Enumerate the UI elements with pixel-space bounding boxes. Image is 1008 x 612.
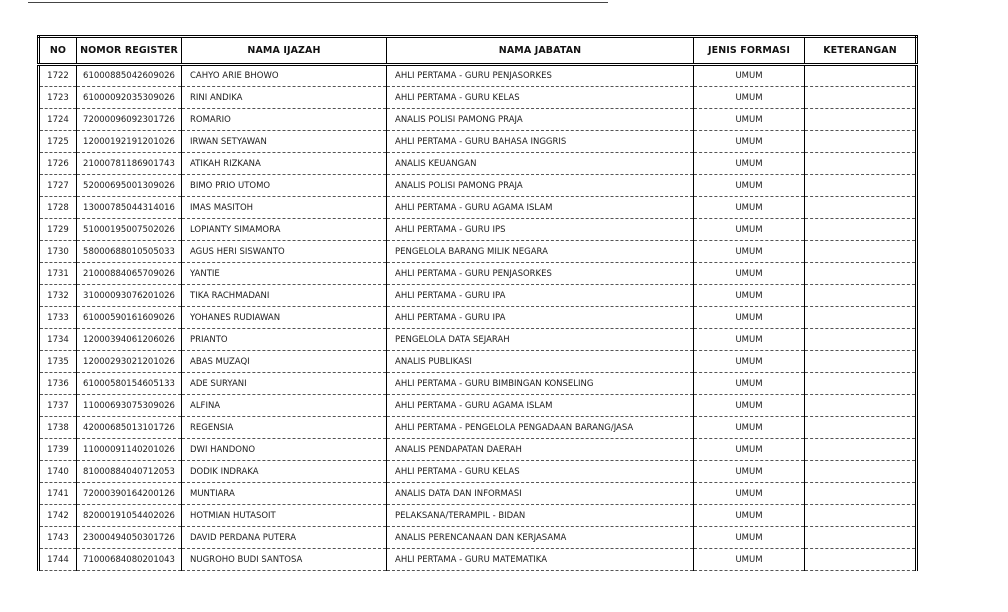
cell-keterangan	[805, 373, 917, 395]
cell-keterangan	[805, 87, 917, 109]
table-row	[39, 175, 917, 197]
cell-no: 1729	[39, 219, 77, 241]
cell-keterangan	[805, 549, 917, 571]
table-row	[39, 373, 917, 395]
header-jenis-formasi: JENIS FORMASI	[694, 37, 805, 65]
cell-keterangan	[805, 241, 917, 263]
cell-nama_ijazah: MUNTIARA	[182, 483, 387, 505]
cell-no: 1728	[39, 197, 77, 219]
cell-no: 1731	[39, 263, 77, 285]
cell-nomor_register: 11000091140201026	[77, 439, 182, 461]
table-row	[39, 109, 917, 131]
table-row	[39, 241, 917, 263]
table-row	[39, 483, 917, 505]
cell-nama_ijazah: DAVID PERDANA PUTERA	[182, 527, 387, 549]
cell-jenis_formasi: UMUM	[694, 351, 805, 373]
cell-no: 1738	[39, 417, 77, 439]
cell-nomor_register: 52000695001309026	[77, 175, 182, 197]
cell-no: 1742	[39, 505, 77, 527]
cell-nama_jabatan: AHLI PERTAMA - GURU PENJASORKES	[387, 65, 694, 87]
cell-jenis_formasi: UMUM	[694, 329, 805, 351]
cell-nama_jabatan: AHLI PERTAMA - GURU BIMBINGAN KONSELING	[387, 373, 694, 395]
cell-nama_jabatan: ANALIS PENDAPATAN DAERAH	[387, 439, 694, 461]
cell-nama_ijazah: PRIANTO	[182, 329, 387, 351]
cell-nomor_register: 61000885042609026	[77, 65, 182, 87]
cell-no: 1725	[39, 131, 77, 153]
cell-nama_jabatan: AHLI PERTAMA - GURU IPA	[387, 285, 694, 307]
cell-no: 1722	[39, 65, 77, 87]
cell-jenis_formasi: UMUM	[694, 395, 805, 417]
cell-nama_ijazah: AGUS HERI SISWANTO	[182, 241, 387, 263]
cell-nomor_register: 72000096092301726	[77, 109, 182, 131]
cell-no: 1734	[39, 329, 77, 351]
cell-jenis_formasi: UMUM	[694, 241, 805, 263]
cell-keterangan	[805, 175, 917, 197]
header-row	[39, 37, 917, 65]
cell-nama_jabatan: AHLI PERTAMA - GURU PENJASORKES	[387, 263, 694, 285]
cell-nomor_register: 23000494050301726	[77, 527, 182, 549]
cell-keterangan	[805, 439, 917, 461]
cell-jenis_formasi: UMUM	[694, 153, 805, 175]
cell-nama_jabatan: ANALIS DATA DAN INFORMASI	[387, 483, 694, 505]
cell-nomor_register: 12000394061206026	[77, 329, 182, 351]
cell-jenis_formasi: UMUM	[694, 307, 805, 329]
cell-nama_jabatan: AHLI PERTAMA - GURU IPA	[387, 307, 694, 329]
table-row	[39, 285, 917, 307]
cell-nomor_register: 61000580154605133	[77, 373, 182, 395]
cell-nama_ijazah: YOHANES RUDIAWAN	[182, 307, 387, 329]
cell-nama_ijazah: LOPIANTY SIMAMORA	[182, 219, 387, 241]
cell-keterangan	[805, 483, 917, 505]
header-no: NO	[39, 37, 77, 65]
header-keterangan: KETERANGAN	[805, 37, 917, 65]
table-row	[39, 549, 917, 571]
table-row	[39, 65, 917, 87]
header-nomor-register: NOMOR REGISTER	[77, 37, 182, 65]
table-row	[39, 87, 917, 109]
cell-jenis_formasi: UMUM	[694, 373, 805, 395]
cell-nama_jabatan: ANALIS POLISI PAMONG PRAJA	[387, 175, 694, 197]
cell-jenis_formasi: UMUM	[694, 175, 805, 197]
cell-nama_ijazah: ALFINA	[182, 395, 387, 417]
cell-nama_jabatan: AHLI PERTAMA - GURU KELAS	[387, 87, 694, 109]
cell-jenis_formasi: UMUM	[694, 263, 805, 285]
cell-nomor_register: 81000884040712053	[77, 461, 182, 483]
cell-nama_jabatan: AHLI PERTAMA - PENGELOLA PENGADAAN BARANG/JASA	[387, 417, 694, 439]
table-row	[39, 351, 917, 373]
table-row	[39, 263, 917, 285]
cell-no: 1726	[39, 153, 77, 175]
cell-nomor_register: 71000684080201043	[77, 549, 182, 571]
cell-jenis_formasi: UMUM	[694, 285, 805, 307]
cell-nama_jabatan: PENGELOLA DATA SEJARAH	[387, 329, 694, 351]
cell-nama_ijazah: IMAS MASITOH	[182, 197, 387, 219]
cell-no: 1740	[39, 461, 77, 483]
table-row	[39, 197, 917, 219]
cell-keterangan	[805, 153, 917, 175]
cell-nama_ijazah: ROMARIO	[182, 109, 387, 131]
cell-nama_jabatan: AHLI PERTAMA - GURU AGAMA ISLAM	[387, 197, 694, 219]
cell-jenis_formasi: UMUM	[694, 439, 805, 461]
cell-no: 1730	[39, 241, 77, 263]
cell-nama_ijazah: IRWAN SETYAWAN	[182, 131, 387, 153]
cell-keterangan	[805, 285, 917, 307]
cell-nomor_register: 12000192191201026	[77, 131, 182, 153]
table-row	[39, 131, 917, 153]
table-row	[39, 329, 917, 351]
cell-nomor_register: 82000191054402026	[77, 505, 182, 527]
cell-jenis_formasi: UMUM	[694, 483, 805, 505]
cell-nama_jabatan: ANALIS PERENCANAAN DAN KERJASAMA	[387, 527, 694, 549]
previous-page-edge-line	[28, 2, 608, 3]
cell-nama_ijazah: YANTIE	[182, 263, 387, 285]
table-row	[39, 417, 917, 439]
cell-nomor_register: 21000781186901743	[77, 153, 182, 175]
cell-no: 1737	[39, 395, 77, 417]
header-nama-ijazah: NAMA IJAZAH	[182, 37, 387, 65]
cell-nama_jabatan: AHLI PERTAMA - GURU IPS	[387, 219, 694, 241]
table-row	[39, 505, 917, 527]
cell-no: 1736	[39, 373, 77, 395]
cell-keterangan	[805, 351, 917, 373]
cell-nomor_register: 61000092035309026	[77, 87, 182, 109]
cell-nomor_register: 21000884065709026	[77, 263, 182, 285]
cell-keterangan	[805, 197, 917, 219]
cell-no: 1732	[39, 285, 77, 307]
cell-keterangan	[805, 329, 917, 351]
cell-nama_ijazah: NUGROHO BUDI SANTOSA	[182, 549, 387, 571]
header-nama-jabatan: NAMA JABATAN	[387, 37, 694, 65]
cell-nomor_register: 51000195007502026	[77, 219, 182, 241]
table-row	[39, 395, 917, 417]
cell-no: 1743	[39, 527, 77, 549]
cell-nama_jabatan: PENGELOLA BARANG MILIK NEGARA	[387, 241, 694, 263]
cell-no: 1741	[39, 483, 77, 505]
cell-jenis_formasi: UMUM	[694, 197, 805, 219]
cell-jenis_formasi: UMUM	[694, 417, 805, 439]
cell-jenis_formasi: UMUM	[694, 131, 805, 153]
cell-keterangan	[805, 461, 917, 483]
cell-jenis_formasi: UMUM	[694, 549, 805, 571]
cell-jenis_formasi: UMUM	[694, 505, 805, 527]
cell-jenis_formasi: UMUM	[694, 219, 805, 241]
cell-keterangan	[805, 219, 917, 241]
table-row	[39, 439, 917, 461]
cell-no: 1724	[39, 109, 77, 131]
cell-nama_ijazah: RINI ANDIKA	[182, 87, 387, 109]
table-body	[39, 65, 917, 571]
cell-nama_ijazah: ATIKAH RIZKANA	[182, 153, 387, 175]
cell-nomor_register: 58000688010505033	[77, 241, 182, 263]
table-row	[39, 307, 917, 329]
cell-nama_jabatan: ANALIS POLISI PAMONG PRAJA	[387, 109, 694, 131]
table-header	[39, 37, 917, 65]
cell-jenis_formasi: UMUM	[694, 527, 805, 549]
cell-nama_jabatan: AHLI PERTAMA - GURU KELAS	[387, 461, 694, 483]
cell-keterangan	[805, 527, 917, 549]
cell-nomor_register: 13000785044314016	[77, 197, 182, 219]
cell-keterangan	[805, 307, 917, 329]
cell-nomor_register: 42000685013101726	[77, 417, 182, 439]
cell-nama_jabatan: ANALIS PUBLIKASI	[387, 351, 694, 373]
register-table	[37, 35, 918, 571]
cell-nama_ijazah: REGENSIA	[182, 417, 387, 439]
table-row	[39, 219, 917, 241]
cell-no: 1727	[39, 175, 77, 197]
cell-jenis_formasi: UMUM	[694, 65, 805, 87]
cell-no: 1723	[39, 87, 77, 109]
cell-nama_ijazah: ADE SURYANI	[182, 373, 387, 395]
table-row	[39, 153, 917, 175]
cell-keterangan	[805, 131, 917, 153]
cell-nomor_register: 61000590161609026	[77, 307, 182, 329]
cell-keterangan	[805, 65, 917, 87]
cell-nama_ijazah: TIKA RACHMADANI	[182, 285, 387, 307]
cell-nama_jabatan: AHLI PERTAMA - GURU AGAMA ISLAM	[387, 395, 694, 417]
cell-keterangan	[805, 417, 917, 439]
cell-nomor_register: 72000390164200126	[77, 483, 182, 505]
cell-nama_jabatan: ANALIS KEUANGAN	[387, 153, 694, 175]
cell-nama_ijazah: ABAS MUZAQI	[182, 351, 387, 373]
cell-nomor_register: 11000693075309026	[77, 395, 182, 417]
cell-no: 1744	[39, 549, 77, 571]
table-row	[39, 527, 917, 549]
cell-nama_jabatan: AHLI PERTAMA - GURU BAHASA INGGRIS	[387, 131, 694, 153]
cell-nama_ijazah: DODIK INDRAKA	[182, 461, 387, 483]
cell-no: 1733	[39, 307, 77, 329]
cell-keterangan	[805, 505, 917, 527]
cell-nomor_register: 31000093076201026	[77, 285, 182, 307]
cell-nama_ijazah: HOTMIAN HUTASOIT	[182, 505, 387, 527]
cell-no: 1735	[39, 351, 77, 373]
cell-keterangan	[805, 263, 917, 285]
cell-keterangan	[805, 109, 917, 131]
cell-keterangan	[805, 395, 917, 417]
cell-jenis_formasi: UMUM	[694, 109, 805, 131]
cell-nama_ijazah: BIMO PRIO UTOMO	[182, 175, 387, 197]
cell-jenis_formasi: UMUM	[694, 87, 805, 109]
cell-nama_ijazah: DWI HANDONO	[182, 439, 387, 461]
cell-nama_jabatan: AHLI PERTAMA - GURU MATEMATIKA	[387, 549, 694, 571]
cell-nama_ijazah: CAHYO ARIE BHOWO	[182, 65, 387, 87]
cell-nama_jabatan: PELAKSANA/TERAMPIL - BIDAN	[387, 505, 694, 527]
cell-no: 1739	[39, 439, 77, 461]
cell-jenis_formasi: UMUM	[694, 461, 805, 483]
table-row	[39, 461, 917, 483]
cell-nomor_register: 12000293021201026	[77, 351, 182, 373]
